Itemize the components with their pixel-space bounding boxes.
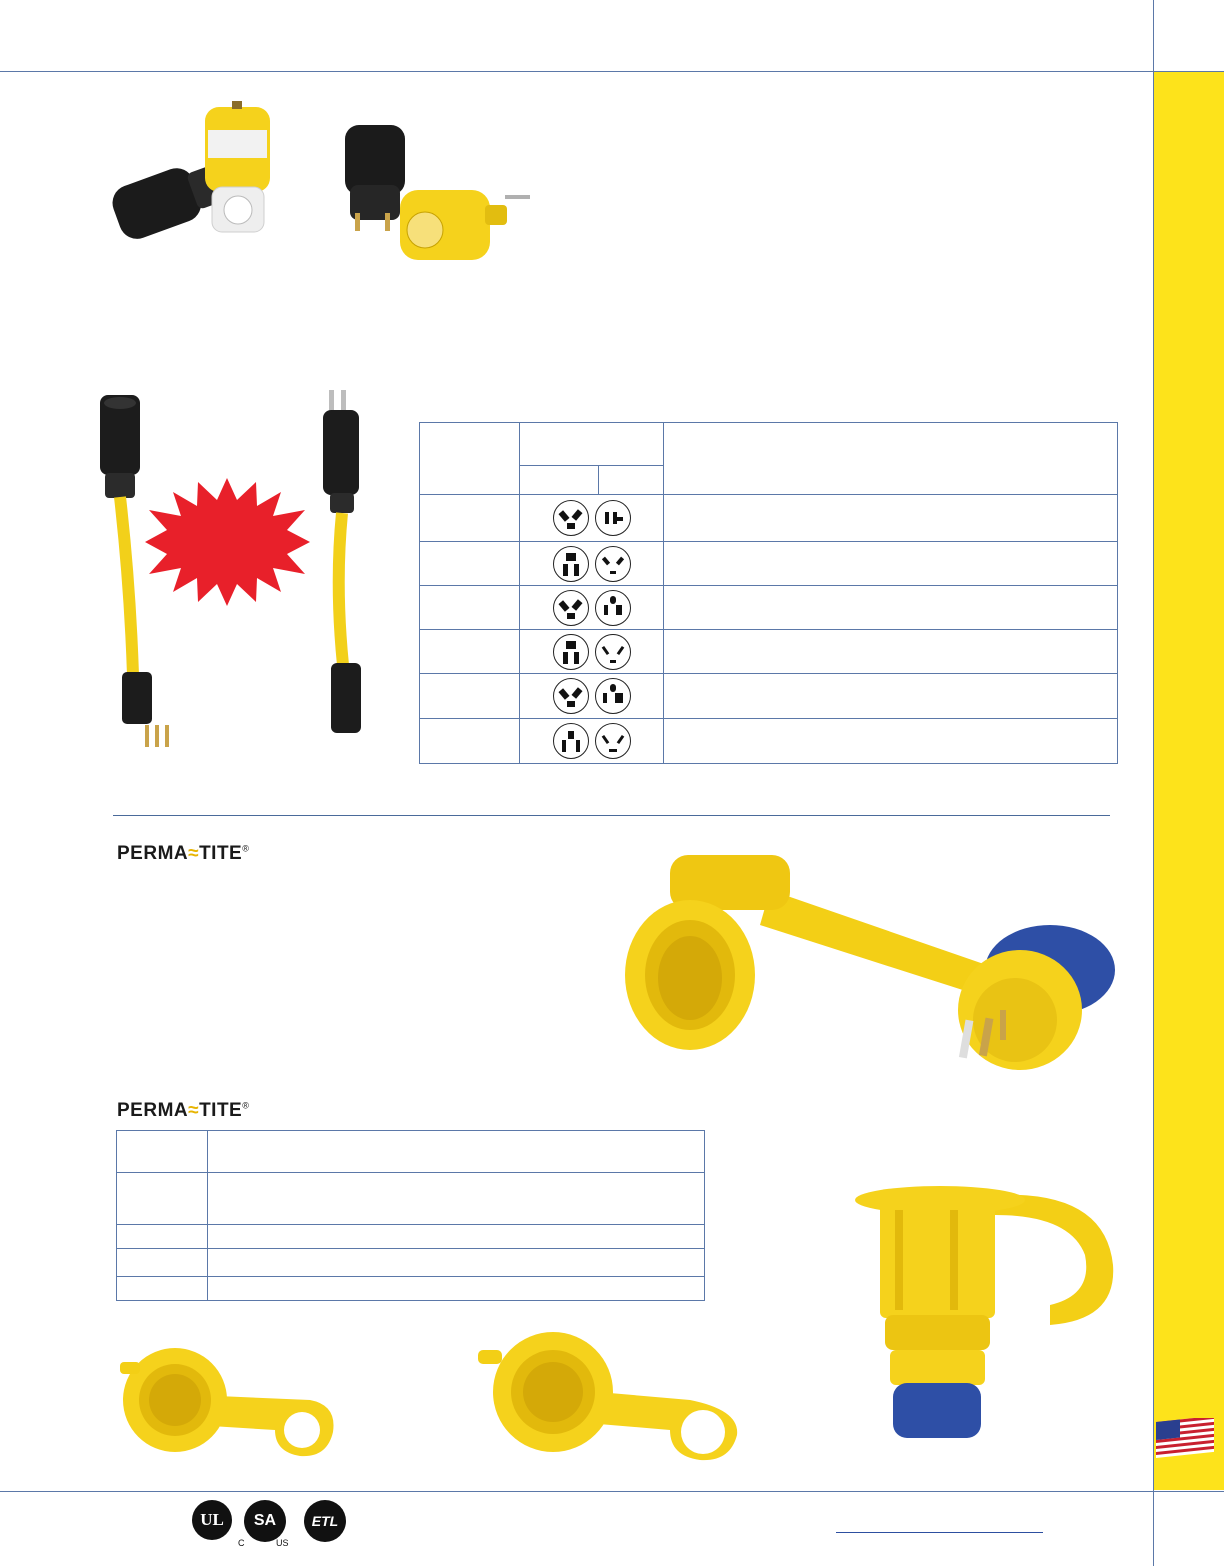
twist-lock-plug-icon (595, 723, 631, 759)
twist-lock-config-icon (553, 590, 589, 626)
certification-marks (192, 1500, 362, 1550)
header-cell-from (520, 466, 599, 495)
straight-blade-receptacle-icon (553, 634, 589, 670)
brand-name-part-1: PERMA (117, 843, 189, 864)
table-row (117, 1225, 705, 1249)
header-cell-config (520, 423, 664, 466)
small-cover-photo-1 (115, 1340, 340, 1465)
csa-us-label: US (276, 1538, 289, 1548)
wave-icon: ≈ (188, 1100, 200, 1121)
us-flag-icon (1156, 1418, 1216, 1460)
cover-table (116, 1130, 705, 1301)
table-row (117, 1131, 705, 1173)
twist-lock-config-icon (553, 500, 589, 536)
straight-blade-config-icon (595, 590, 631, 626)
registered-mark: ® (242, 1100, 250, 1111)
header-cell-description (664, 423, 1118, 495)
table-row (420, 495, 1118, 542)
header-cell-to (599, 466, 664, 495)
table-row (420, 674, 1118, 719)
connector-cover-photo (855, 1185, 1120, 1447)
csa-mark-text: SA (253, 1512, 277, 1529)
etl-listed-icon (304, 1500, 346, 1542)
table-row (117, 1173, 705, 1225)
csa-us-icon (244, 1500, 286, 1542)
wave-icon: ≈ (188, 843, 200, 864)
ul-mark-text: UL (200, 1510, 224, 1529)
brand-logo (117, 843, 249, 865)
table-row (117, 1277, 705, 1301)
twist-lock-config-icon (553, 678, 589, 714)
adapter-table (419, 422, 1118, 764)
top-rule (0, 71, 1224, 72)
straight-blade-receptacle-icon (553, 723, 589, 759)
bottom-rule (0, 1491, 1224, 1492)
sidebar-tab (1154, 72, 1224, 1490)
header-cell-catalog (420, 423, 520, 495)
twist-lock-plug-icon (595, 634, 631, 670)
brand-logo-secondary (117, 1100, 249, 1122)
table-row (420, 542, 1118, 586)
table-row (420, 630, 1118, 674)
table-row (117, 1249, 705, 1277)
etl-mark-text: ETL (311, 1513, 339, 1529)
csa-c-label: C (238, 1538, 245, 1548)
weatherproof-cover-photo (620, 850, 1125, 1080)
brand-name-part-2: TITE (199, 843, 243, 864)
brand-name-part-2: TITE (199, 1100, 243, 1121)
registered-mark: ® (242, 843, 250, 854)
table-row (420, 586, 1118, 630)
adapter-group-photo (100, 95, 540, 280)
starburst-badge (145, 478, 310, 606)
ul-listed-icon (192, 1500, 232, 1540)
section-divider (113, 815, 1110, 816)
footer-link-underline[interactable] (836, 1532, 1043, 1533)
straight-blade-config-icon (595, 500, 631, 536)
straight-blade-receptacle-icon (553, 546, 589, 582)
straight-blade-config-icon (595, 678, 631, 714)
small-cover-photo-2 (475, 1330, 745, 1465)
brand-name-part-1: PERMA (117, 1100, 189, 1121)
twist-lock-plug-icon (595, 546, 631, 582)
table-row (420, 719, 1118, 764)
